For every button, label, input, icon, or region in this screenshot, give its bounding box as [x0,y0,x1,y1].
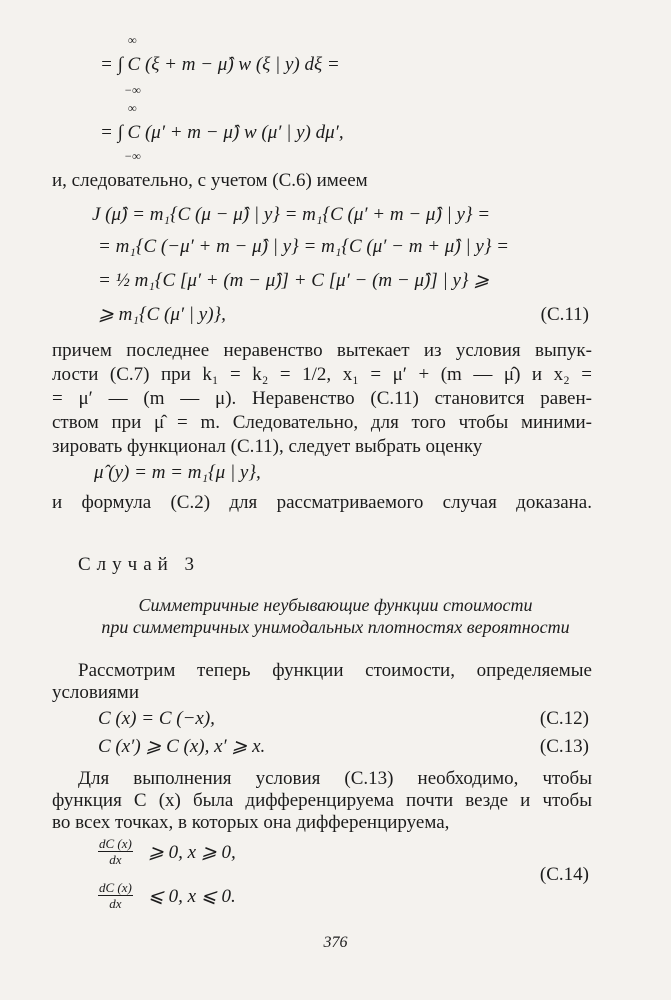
equation-line: = ∫ C (μ′ + m − μ̂) w (μ′ | y) dμ′, [100,122,344,143]
derivative-fraction [98,836,133,867]
equation-line: ⩾ 0, x ⩾ 0, [148,842,236,863]
paragraph-line: Рассмотрим теперь функции стоимости, определяемые [78,660,592,681]
fraction-denominator: dx [109,852,122,867]
equation-line: C (x) = C (−x), [98,708,215,729]
page-number: 376 [323,934,348,951]
section-subtitle: Симметричные неубывающие функции стоимости [138,595,533,615]
integral-upper-limit: ∞ [128,101,137,115]
section-subtitle: при симметричных унимодальных плотностях вероятности [101,617,570,637]
equation-line: C (x′) ⩾ C (x), x′ ⩾ x. [98,736,266,757]
equation-line: J (μ̂) = m₁{C (μ − μ̂) | y} = m₁{C (μ′ + m − μ̂) | y} = [92,204,491,225]
equation-line: = ½ m₁{C [μ′ + (m − μ̂)] + C [μ′ − (m − μ̂)] | y} ⩾ [98,270,490,291]
paragraph-line: ством при μ̂ = m. Следовательно, для того чтобы миними- [52,412,592,433]
paragraph-line: во всех точках, в которых она дифференцируема, [52,812,450,833]
equation-number: (C.14) [539,864,589,885]
paragraph-line: и, следовательно, с учетом (C.6) имеем [52,170,368,191]
paragraph-line: условиями [52,682,139,703]
equation-number: (C.11) [540,304,589,325]
equation-line: μ̂ (y) = m = m₁{μ | y}, [94,462,261,483]
equation-line: ⩽ 0, x ⩽ 0. [148,886,236,907]
integral-upper-limit: ∞ [128,33,137,47]
paragraph-line: Для выполнения условия (C.13) необходимо, чтобы [78,768,592,789]
paragraph-line: и формула (C.2) для рассматриваемого случая доказана. [52,492,592,513]
section-heading: Случай 3 [78,554,201,575]
equation-line: = ∫ C (ξ + m − μ̂) w (ξ | y) dξ = [100,54,340,75]
paragraph-line: лости (C.7) при k₁ = k₂ = 1/2, x₁ = μ′ + (m — μ̂) и x₂ = [52,364,592,385]
equation-number: (C.12) [539,708,589,729]
fraction-denominator: dx [109,896,122,911]
fraction-numerator: dC (x) [99,836,132,851]
equation-line: = m₁{C (−μ′ + m − μ̂) | y} = m₁{C (μ′ − m + μ̂) | y} = [98,236,509,257]
fraction-numerator: dC (x) [99,880,132,895]
integral-lower-limit: −∞ [124,83,141,97]
integral-lower-limit: −∞ [124,149,141,163]
paragraph-line: причем последнее неравенство вытекает из условия выпук- [52,340,592,361]
equation-line: ⩾ m₁{C (μ′ | y)}, [98,304,226,325]
paragraph-line: зировать функционал (C.11), следует выбрать оценку [52,436,483,457]
paragraph-line: функция C (x) была дифференцируема почти везде и чтобы [52,790,592,811]
paragraph-line: = μ′ — (m — μ). Неравенство (C.11) становится равен- [52,388,592,409]
derivative-fraction [98,880,133,911]
equation-number: (C.13) [539,736,589,757]
